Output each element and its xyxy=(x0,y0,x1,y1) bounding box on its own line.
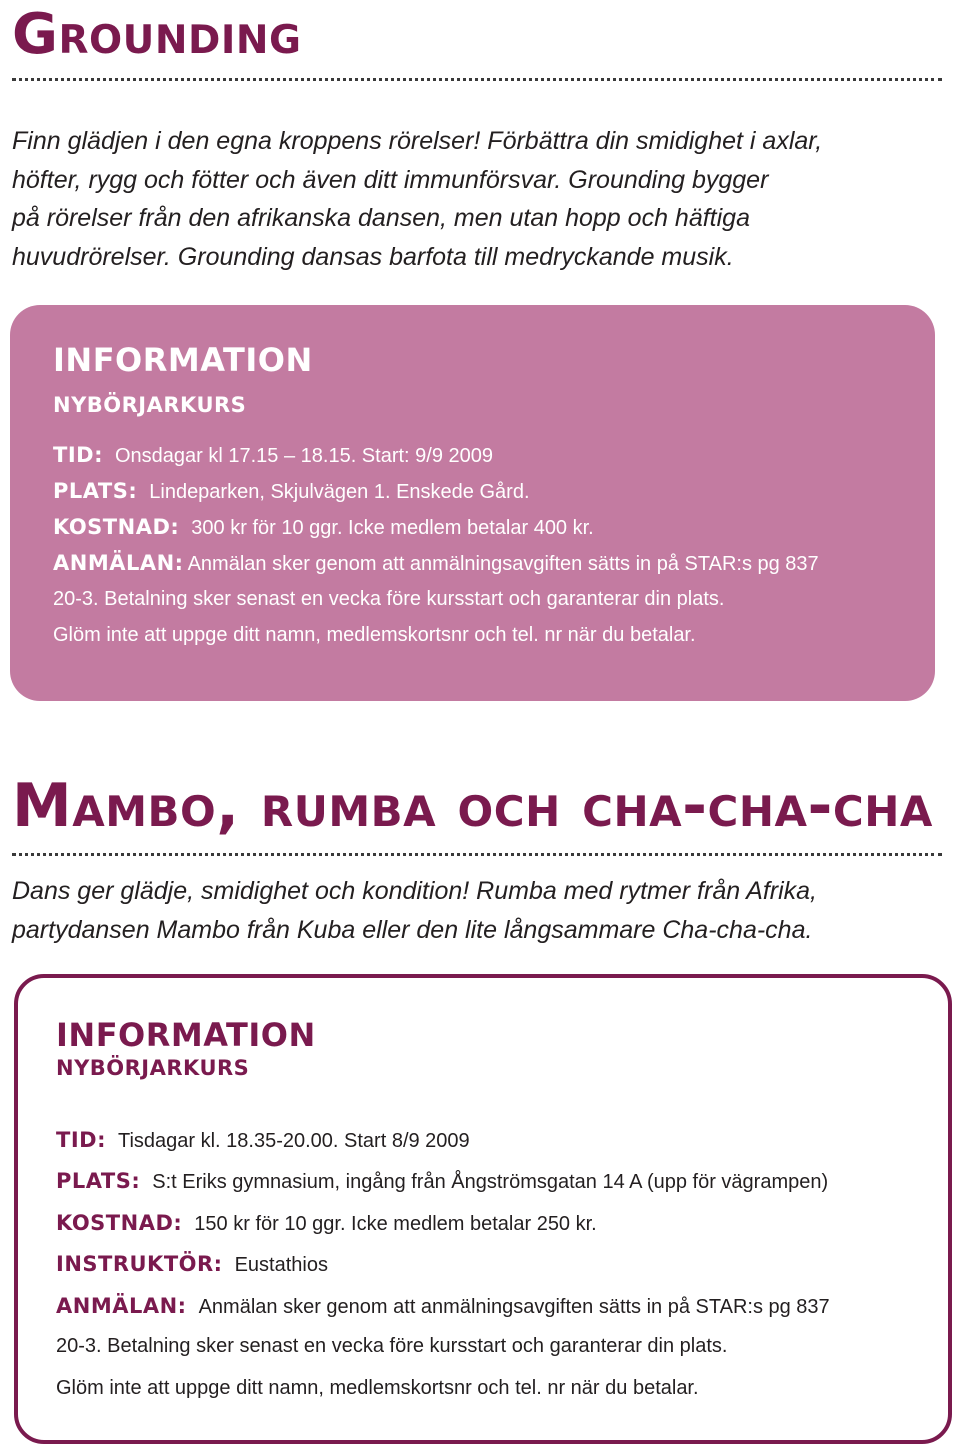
info-title: INFORMATION xyxy=(53,341,313,379)
value-plats: Lindeparken, Skjulvägen 1. Enskede Gård. xyxy=(149,481,530,503)
label-anmalan: ANMÄLAN: xyxy=(56,1294,187,1318)
label-tid: TID: xyxy=(53,443,103,467)
dotted-divider xyxy=(12,853,942,856)
section-heading-mambo: Mambo, rumba och cha-cha-cha xyxy=(12,771,933,841)
info-row-tid xyxy=(53,443,493,468)
value-tid: Onsdagar kl 17.15 – 18.15. Start: 9/9 2009 xyxy=(114,445,494,467)
info-row-anmalan xyxy=(53,551,819,576)
value-anmalan-line3: Glöm inte att uppge ditt namn, medlemskortsnr och tel. nr när du betalar. xyxy=(53,624,696,646)
value-anmalan: Anmälan sker genom att anmälningsavgiften sätts in på STAR:s pg 837 xyxy=(198,1296,830,1318)
info-row-kostnad xyxy=(56,1211,597,1236)
info-title: INFORMATION xyxy=(56,1016,316,1054)
value-plats: S:t Eriks gymnasium, ingång från Ångströmsgatan 14 A (upp för vägrampen) xyxy=(152,1171,829,1193)
info-row-kostnad xyxy=(53,515,594,540)
intro-paragraph-mambo: Dans ger glädje, smidighet och kondition! Rumba med rytmer från Afrika, partydansen Mambo från Kuba eller den lite långsammare Cha-cha-cha. xyxy=(12,877,817,944)
info-row-anmalan-line2 xyxy=(53,588,724,611)
value-anmalan: Anmälan sker genom att anmälningsavgiften sätts in på STAR:s pg 837 xyxy=(187,553,819,575)
info-row-tid xyxy=(56,1128,470,1153)
info-box-grounding xyxy=(10,305,935,701)
label-plats: PLATS: xyxy=(56,1169,141,1193)
info-row-anmalan xyxy=(56,1294,830,1319)
intro-paragraph-grounding: Finn glädjen i den egna kroppens rörelser! Förbättra din smidighet i axlar, höfter, rygg och fötter och även ditt immunförsvar. Grounding bygger på rörelser från den afrikanska dansen, men utan hopp och häftiga huvudrörelser. Grounding dansas barfota till medryckande musik. xyxy=(12,127,823,271)
value-instruktor: Eustathios xyxy=(234,1254,328,1276)
label-kostnad: KOSTNAD: xyxy=(56,1211,183,1235)
value-anmalan-line2: 20-3. Betalning sker senast en vecka före kursstart och garanterar din plats. xyxy=(53,588,725,610)
label-plats: PLATS: xyxy=(53,479,138,503)
value-anmalan-line3: Glöm inte att uppge ditt namn, medlemskortsnr och tel. nr när du betalar. xyxy=(56,1377,699,1399)
info-box-mambo xyxy=(14,974,952,1444)
label-kostnad: KOSTNAD: xyxy=(53,515,180,539)
info-row-plats xyxy=(56,1169,828,1194)
info-row-anmalan-line3 xyxy=(53,624,696,647)
label-tid: TID: xyxy=(56,1128,106,1152)
dotted-divider xyxy=(12,78,942,81)
label-instruktor: INSTRUKTÖR: xyxy=(56,1252,223,1276)
value-anmalan-line2: 20-3. Betalning sker senast en vecka före kursstart och garanterar din plats. xyxy=(56,1335,728,1357)
info-row-instruktor xyxy=(56,1252,328,1277)
label-anmalan: ANMÄLAN: xyxy=(53,551,184,575)
info-row-anmalan-line3 xyxy=(56,1377,699,1400)
info-subtitle: NYBÖRJARKURS xyxy=(56,1056,250,1080)
info-row-plats xyxy=(53,479,530,504)
info-row-anmalan-line2 xyxy=(56,1335,727,1358)
value-kostnad: 150 kr för 10 ggr. Icke medlem betalar 250 kr. xyxy=(194,1213,597,1235)
value-tid: Tisdagar kl. 18.35-20.00. Start 8/9 2009 xyxy=(117,1130,470,1152)
value-kostnad: 300 kr för 10 ggr. Icke medlem betalar 400 kr. xyxy=(191,517,594,539)
info-subtitle: NYBÖRJARKURS xyxy=(53,393,247,417)
section-heading-grounding: Grounding xyxy=(12,2,302,67)
